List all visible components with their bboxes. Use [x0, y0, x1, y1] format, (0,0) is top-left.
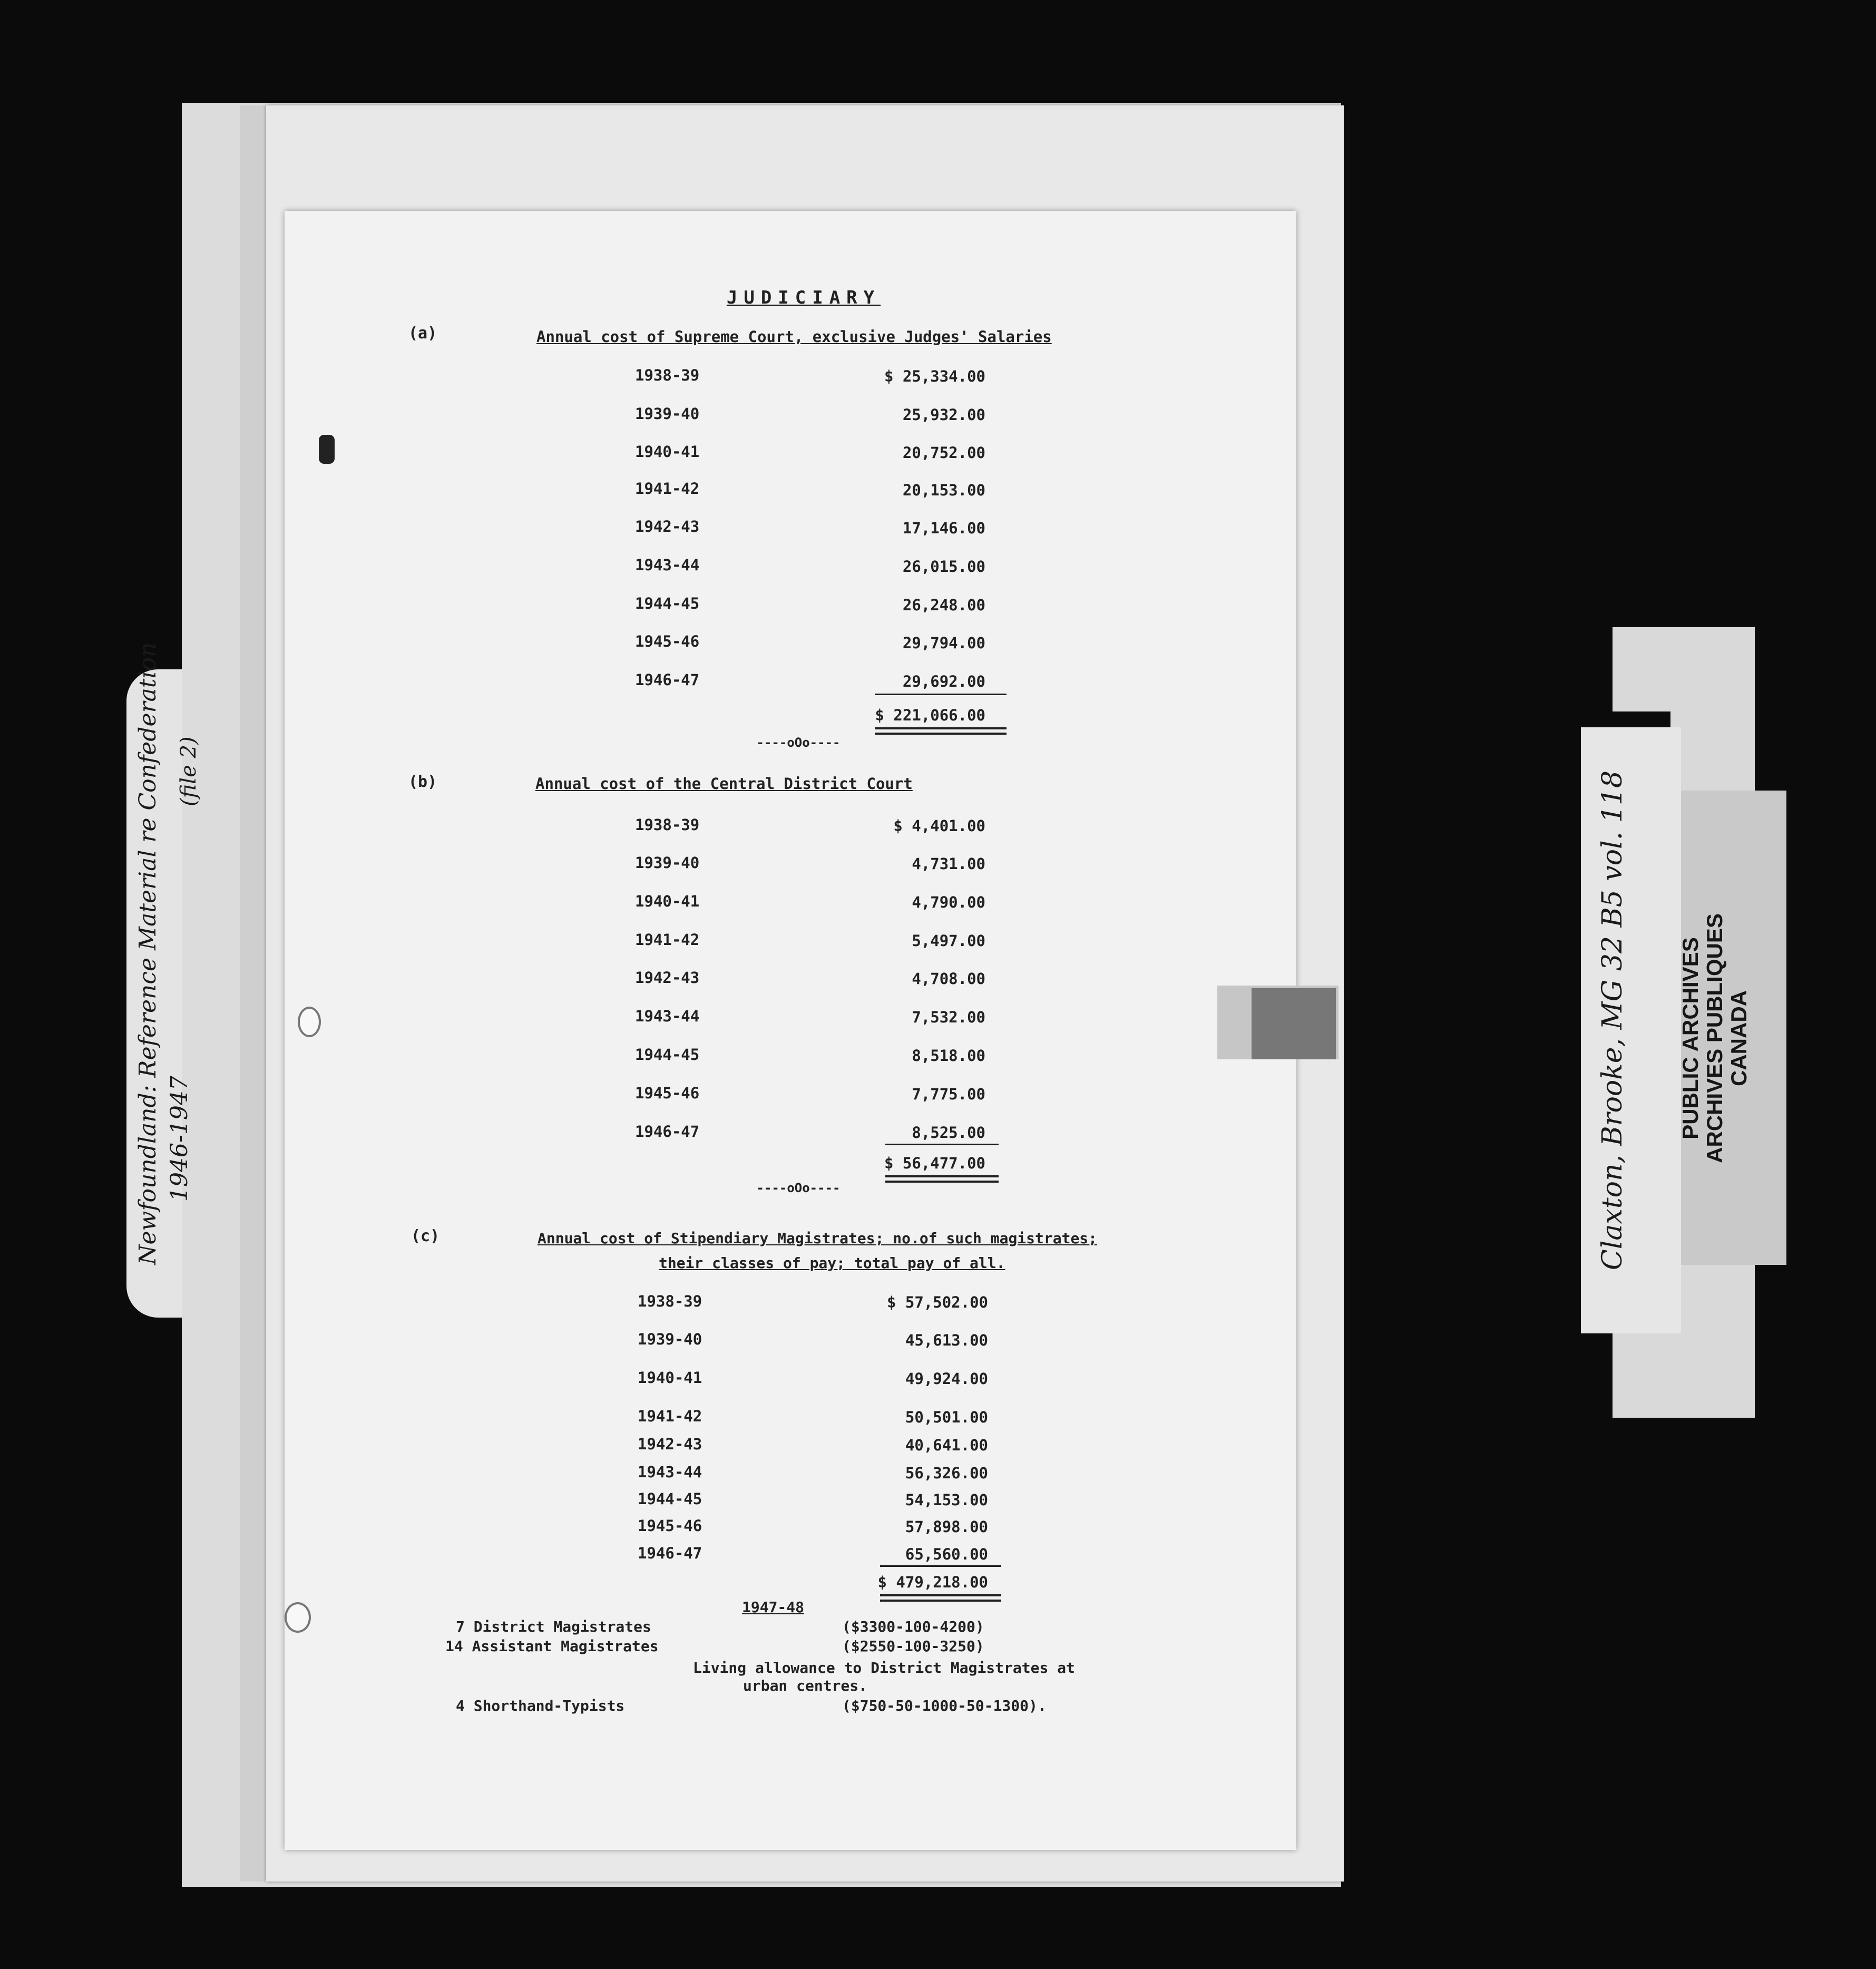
- side-tab-dark: [1252, 988, 1336, 1059]
- total-double-rule: [880, 1600, 1001, 1602]
- total-double-rule: [875, 727, 1007, 729]
- page-title: JUDICIARY: [726, 287, 881, 308]
- folder-tab-file: (file 2): [177, 736, 201, 806]
- section-a-total: $ 221,066.00: [875, 706, 985, 724]
- section-c-year: 1941-42: [638, 1407, 702, 1425]
- section-a-year: 1942-43: [635, 518, 700, 535]
- section-b-year: 1941-42: [635, 931, 700, 949]
- section-a-amount: 25,932.00: [902, 406, 985, 424]
- section-a-year: 1943-44: [635, 556, 700, 574]
- folder-edge: [240, 105, 266, 1882]
- archive-stamp-line2: ARCHIVES PUBLIQUES: [1702, 913, 1727, 1163]
- section-c-amount: $ 57,502.00: [886, 1293, 988, 1311]
- section-c-amount: 45,613.00: [905, 1331, 988, 1349]
- section-a-year: 1939-40: [635, 405, 700, 423]
- subtotal-rule: [875, 694, 1007, 695]
- section-c-subheading: 1947-48: [742, 1598, 805, 1616]
- total-double-rule: [885, 1181, 999, 1183]
- section-c-heading-line1: Annual cost of Stipendiary Magistrates; no.of such magistrates;: [538, 1230, 1098, 1247]
- section-b-year: 1939-40: [635, 854, 700, 872]
- staff-label: 7 District Magistrates: [456, 1618, 651, 1635]
- section-c-amount: 49,924.00: [905, 1370, 988, 1388]
- section-c-year: 1939-40: [638, 1330, 702, 1348]
- archive-stamp-line1: PUBLIC ARCHIVES: [1678, 937, 1703, 1139]
- section-a-year: 1940-41: [635, 443, 700, 461]
- section-a-amount: 26,015.00: [902, 558, 985, 576]
- section-b-amount: 7,775.00: [912, 1085, 985, 1103]
- section-a-amount: 20,752.00: [902, 444, 985, 462]
- punch-hole: [298, 1007, 321, 1037]
- section-a-marker: (a): [408, 324, 437, 343]
- staff-pay: ($3300-100-4200): [842, 1618, 984, 1635]
- total-double-rule: [885, 1175, 999, 1177]
- separator: ----oOo----: [756, 1181, 841, 1195]
- section-a-amount: 29,794.00: [902, 634, 985, 652]
- section-a-amount: 26,248.00: [902, 596, 985, 614]
- section-c-marker: (c): [411, 1227, 440, 1245]
- section-b-amount: 4,790.00: [912, 893, 985, 911]
- section-c-year: 1944-45: [638, 1490, 702, 1508]
- section-b-year: 1946-47: [635, 1123, 700, 1141]
- section-c-amount: 57,898.00: [905, 1518, 988, 1536]
- section-b-year: 1940-41: [635, 892, 700, 910]
- section-a-year: 1938-39: [635, 366, 700, 384]
- section-b-amount: 8,518.00: [912, 1047, 985, 1065]
- section-b-amount: 7,532.00: [912, 1008, 985, 1026]
- section-b-total: $ 56,477.00: [884, 1154, 985, 1172]
- section-a-amount: 17,146.00: [902, 519, 985, 537]
- section-a-amount: $ 25,334.00: [884, 367, 985, 385]
- archive-stamp-line3: CANADA: [1726, 990, 1751, 1086]
- section-c-heading-line2: their classes of pay; total pay of all.: [659, 1254, 1005, 1272]
- section-a-year: 1941-42: [635, 480, 700, 498]
- section-c-year: 1946-47: [638, 1544, 702, 1562]
- folder-tab-line1: Newfoundland: Reference Material re Confederation: [134, 642, 161, 1265]
- section-b-year: 1938-39: [635, 816, 700, 834]
- section-b-amount: 4,731.00: [912, 855, 985, 873]
- section-b-year: 1942-43: [635, 969, 700, 987]
- section-b-year: 1943-44: [635, 1007, 700, 1025]
- section-c-year: 1940-41: [638, 1369, 702, 1387]
- section-b-amount: 5,497.00: [912, 932, 985, 950]
- section-c-amount: 56,326.00: [905, 1464, 988, 1482]
- binder-clip-mark: [319, 435, 335, 464]
- section-c-amount: 54,153.00: [905, 1491, 988, 1509]
- total-double-rule: [880, 1594, 1001, 1596]
- section-b-year: 1944-45: [635, 1046, 700, 1064]
- staff-pay: ($2550-100-3250): [842, 1637, 984, 1655]
- section-b-amount: 4,708.00: [912, 970, 985, 988]
- section-c-year: 1943-44: [638, 1463, 702, 1481]
- section-c-amount: 40,641.00: [905, 1436, 988, 1454]
- archive-handwritten-reference: Claxton, Brooke, MG 32 B5 vol. 118: [1597, 771, 1628, 1270]
- staff-label: 14 Assistant Magistrates: [445, 1637, 659, 1655]
- section-b-year: 1945-46: [635, 1084, 700, 1102]
- section-a-heading: Annual cost of Supreme Court, exclusive Judges' Salaries: [536, 328, 1052, 346]
- section-b-heading: Annual cost of the Central District Court: [535, 775, 913, 793]
- archive-handwritten-card: [1581, 727, 1681, 1333]
- section-c-year: 1942-43: [638, 1435, 702, 1453]
- section-c-total: $ 479,218.00: [877, 1573, 988, 1591]
- subtotal-rule: [885, 1144, 999, 1145]
- separator: ----oOo----: [756, 735, 841, 750]
- total-double-rule: [875, 733, 1007, 735]
- note-line1: Living allowance to District Magistrates at: [693, 1659, 1075, 1676]
- section-a-year: 1945-46: [635, 632, 700, 650]
- note-line2: urban centres.: [743, 1677, 868, 1694]
- subtotal-rule: [880, 1565, 1001, 1567]
- folder-tab-line2: 1946-1947: [166, 1076, 193, 1202]
- section-a-year: 1944-45: [635, 594, 700, 612]
- section-a-amount: 20,153.00: [902, 481, 985, 499]
- section-c-year: 1938-39: [638, 1292, 702, 1310]
- section-c-year: 1945-46: [638, 1517, 702, 1535]
- section-a-year: 1946-47: [635, 671, 700, 689]
- section-a-amount: 29,692.00: [902, 672, 985, 690]
- typists-label: 4 Shorthand-Typists: [456, 1697, 625, 1714]
- section-b-marker: (b): [408, 773, 437, 791]
- section-c-amount: 50,501.00: [905, 1408, 988, 1426]
- punch-hole: [285, 1602, 311, 1633]
- section-b-amount: $ 4,401.00: [893, 817, 985, 835]
- typists-pay: ($750-50-1000-50-1300).: [842, 1697, 1047, 1714]
- archive-stamp: [1678, 854, 1751, 1223]
- section-c-amount: 65,560.00: [905, 1545, 988, 1563]
- section-b-amount: 8,525.00: [912, 1124, 985, 1142]
